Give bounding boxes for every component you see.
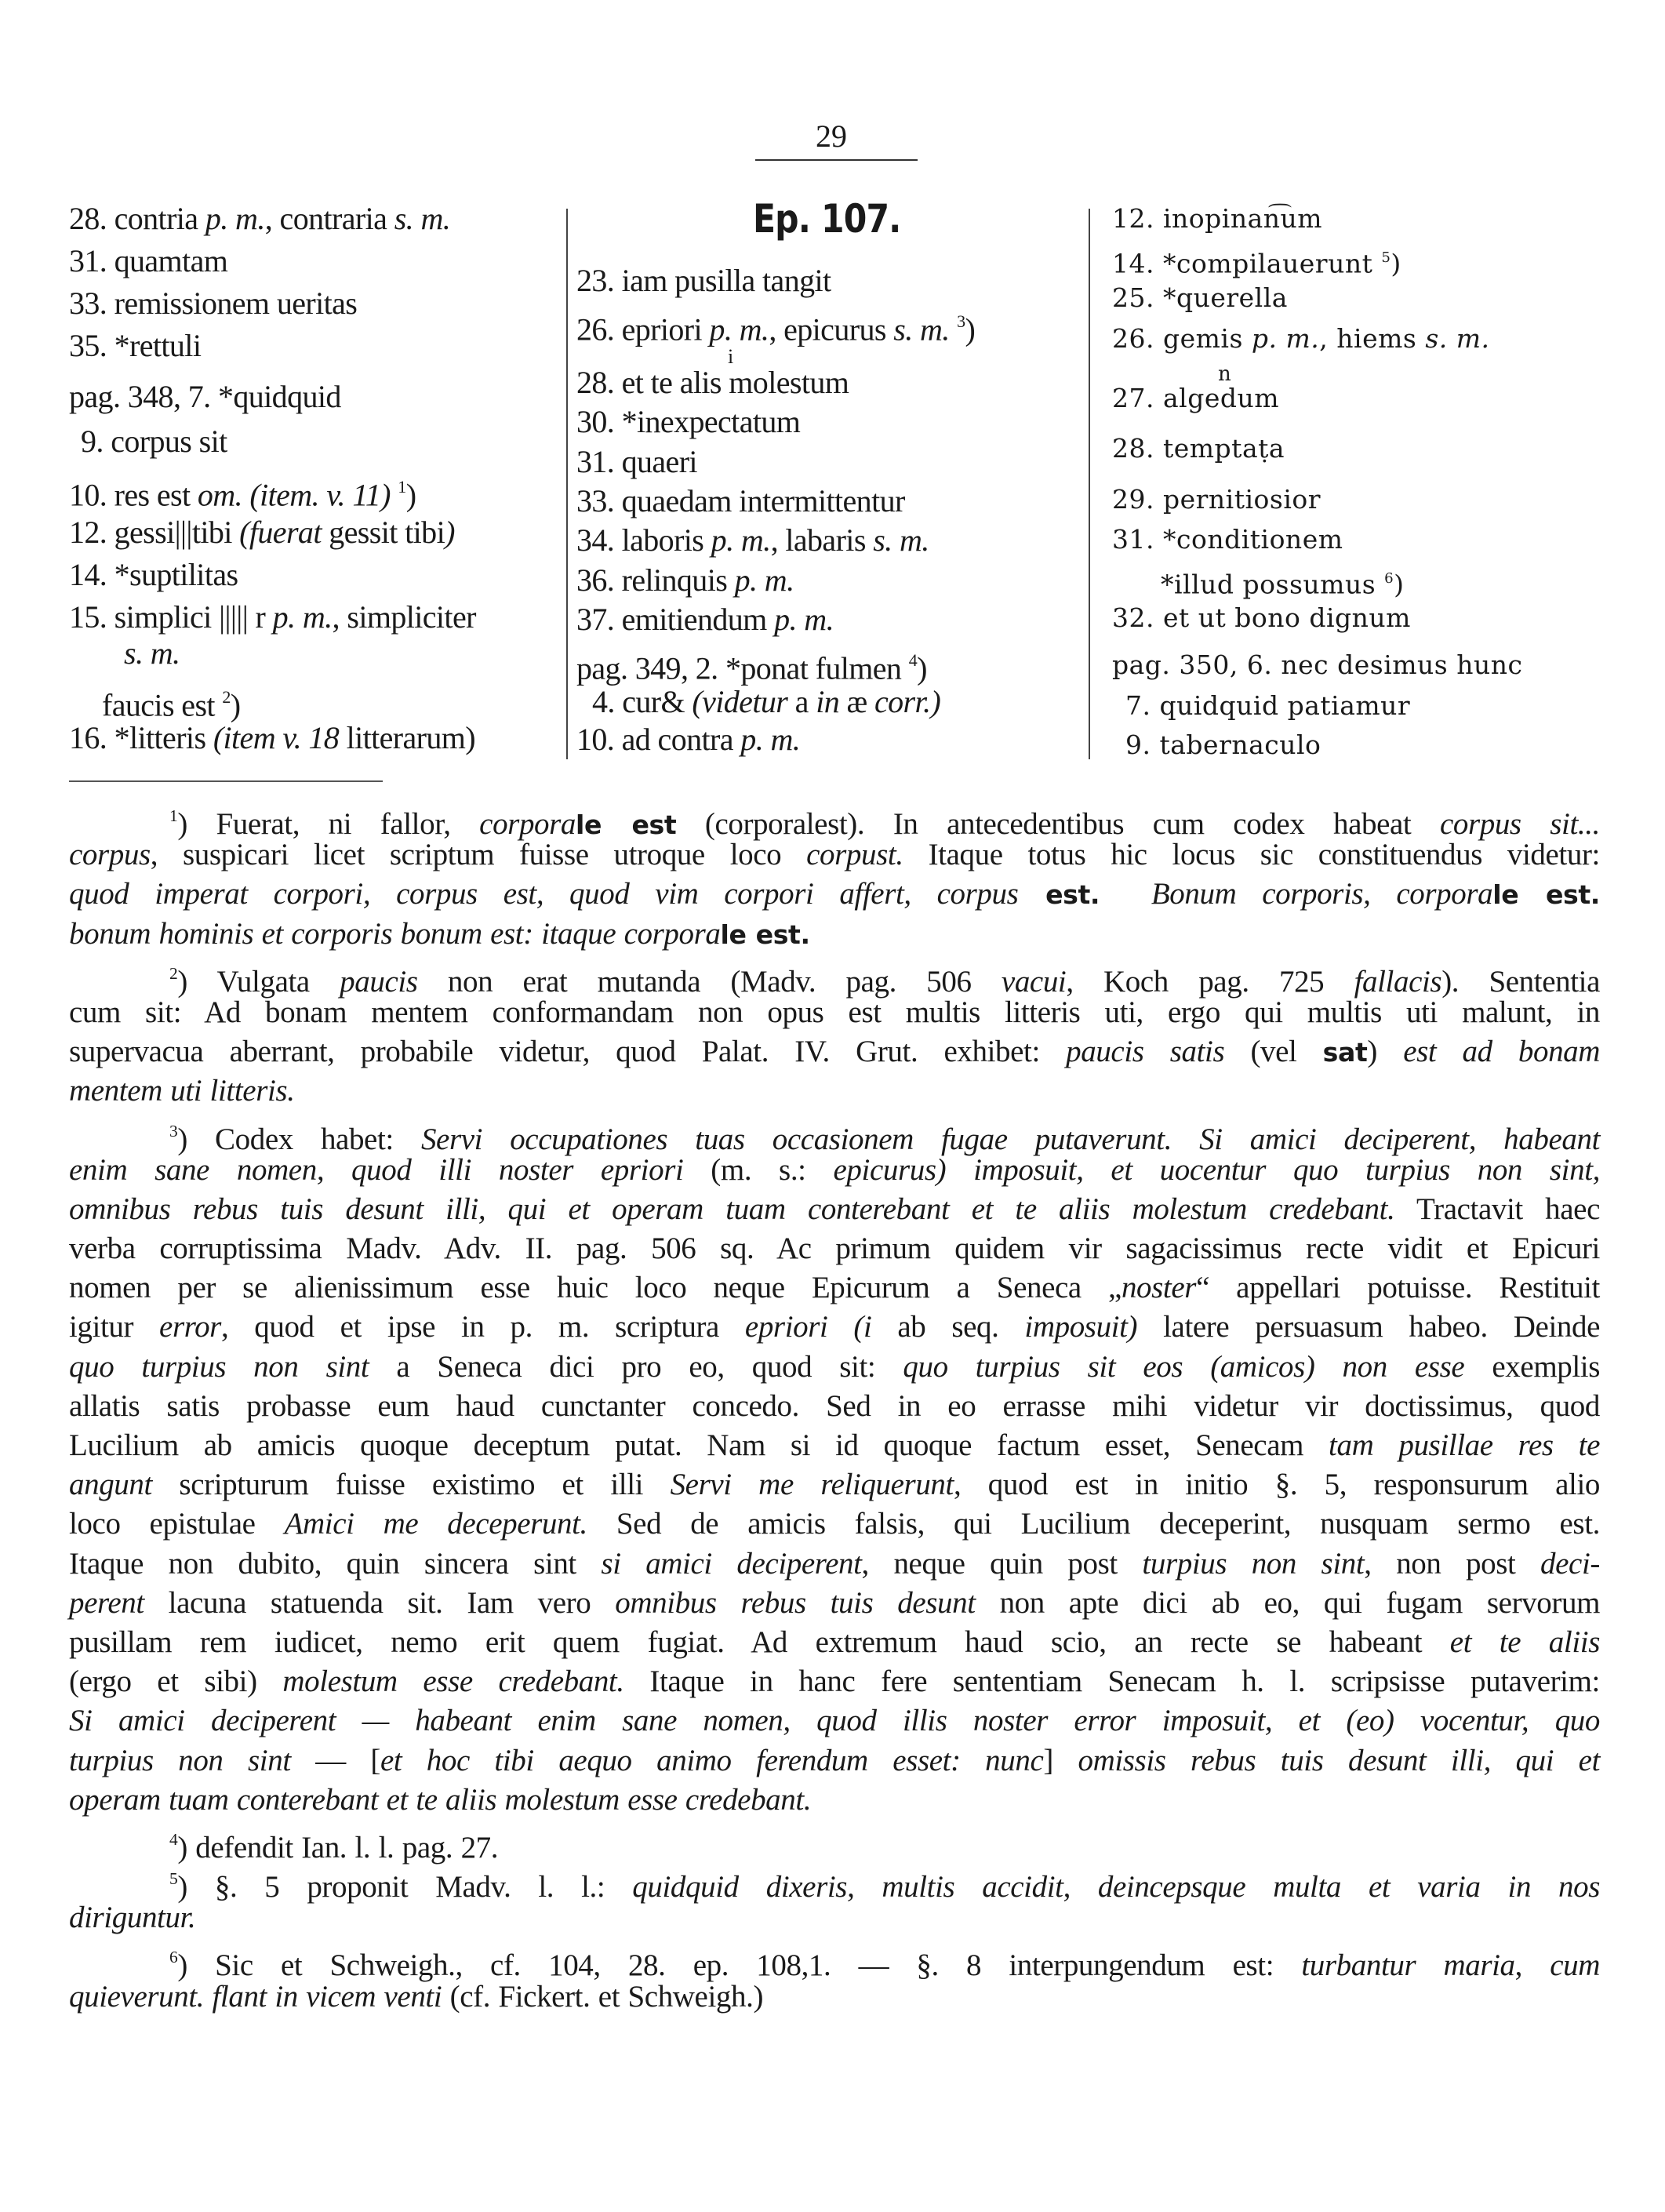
text-segment: p. m. [740,722,801,757]
text-segment: quidquid dixeris, multis accidit, deincepsque multa et varia in nos [632,1870,1601,1905]
text-segment: 31. quaeri [576,444,697,479]
text-segment [391,478,398,513]
text-segment: 12. inopinan͡um [1112,203,1323,234]
text-segment: 16. *litteris [69,720,213,755]
text-segment: le est. [720,919,810,950]
text-segment: 32. et ut bono dignum [1112,602,1411,633]
collation-entry [1161,563,1405,600]
text-segment: pag. 349, 2. *ponat fulmen [576,650,909,686]
text-segment: 26. epriori [576,311,710,347]
footnote-line [69,1348,1600,1387]
footnote-line [69,1662,1600,1701]
text-segment: “ appellari potuisse. Restituit [1196,1271,1600,1305]
text-segment: corpus [69,838,151,872]
text-segment [1100,877,1151,911]
text-segment: lacuna statuenda sit. Iam vero [144,1585,616,1620]
interlinear-correction [728,344,733,368]
text-segment: , labaris [770,522,874,558]
text-segment: diriguntur. [69,1901,196,1935]
text-segment: ) [230,687,241,723]
footnote-line [69,1701,1600,1741]
text-segment: ab seq. [871,1310,1025,1344]
text-segment: omnibus rebus tuis desunt illi, qui et operam tuam conterebant et te aliis molestum credebant. [69,1191,1395,1226]
collation-entry [1112,383,1279,414]
text-segment: 10. res est [69,477,198,513]
footnote-line [69,875,1600,914]
text-segment: 6 [169,1948,178,1967]
text-segment: — [ [290,1743,380,1777]
footnote-line [69,1111,1601,1156]
text-segment: 7. quidquid patiamur [1125,690,1411,721]
footnote-line [69,1071,1600,1111]
text-segment: s. m. [394,201,451,236]
text-segment: p. m. [709,311,769,347]
text-segment: s. m. [873,522,929,558]
text-segment: ) [405,477,416,513]
collation-entry [1112,282,1288,314]
text-segment: pag. 348, 7. *quidquid [69,379,341,414]
text-segment: 4 [169,1829,178,1849]
text-segment: 25. *querella [1112,282,1288,313]
text-segment: molestum esse credebant. [282,1664,624,1699]
text-segment: turpius non sint [1142,1546,1365,1581]
text-segment: pag. 350, 6. nec desimus hunc [1112,649,1523,680]
text-segment: 1 [169,806,178,825]
footnote-line [69,1504,1600,1544]
text-segment: 2 [169,963,178,983]
text-segment: si amici deciperent [601,1546,862,1581]
text-segment: , hiems [1319,323,1426,354]
text-segment: ) [1394,569,1405,600]
collation-entry [69,515,455,550]
text-segment: imposuit) [1024,1310,1138,1344]
text-segment: allatis satis probasse eum haud cunctanter concedo. Sed in eo errasse mihi videtur vir doctissimus, quod [69,1388,1600,1423]
text-segment: (corporalest). In antecedentibus cum codex habeat [676,807,1440,842]
text-segment: corpus sit... [1439,807,1600,842]
collation-entry [1125,729,1321,761]
text-segment: 33. remissionem ueritas [69,286,358,321]
collation-entry [1112,323,1490,355]
text-segment: faucis est [102,687,223,723]
text-segment: deci- [1540,1546,1600,1581]
text-segment: , non post [1364,1546,1541,1581]
text-segment: a [787,684,816,719]
text-segment: corr.) [874,684,941,719]
text-segment: fallacis [1354,964,1442,999]
text-segment: 3 [957,311,965,331]
text-segment: (fuerat [239,515,322,550]
text-segment: (cf. Fickert. et Schweigh.) [442,1979,764,2014]
text-segment: , contraria [264,201,394,236]
text-segment: quieverunt. flant in vicem venti [69,1979,442,2014]
text-segment: a Seneca dici pro eo, quod sit: [369,1349,903,1384]
text-segment: ) §. 5 proponit Madv. l. l.: [177,1870,633,1905]
text-segment: p. m. [1251,323,1320,354]
text-segment: 36. relinquis [576,562,735,598]
text-segment: igitur [69,1310,160,1344]
text-segment: , [1514,1948,1550,1983]
text-segment: om. (item. v. 11) [197,477,391,513]
footnote-5 [69,1859,1600,1937]
collation-entry [1112,433,1285,464]
column-divider-left [566,209,568,759]
text-segment: loco epistulae [69,1507,285,1541]
page-number: 29 [816,118,847,154]
text-segment: paucis [340,964,418,999]
collation-entry [1112,484,1321,515]
text-segment: 4. cur& [592,684,693,719]
footnote-4 [69,1820,1600,1865]
collation-entry [1112,524,1343,555]
footnote-line [69,796,1600,842]
text-segment: 10. ad contra [576,722,741,757]
text-segment: epriori (i [744,1310,872,1344]
text-segment: 29. pernitiosior [1112,484,1321,515]
collation-entry [1112,242,1401,279]
text-segment: Itaque non dubito, quin sincera sint [69,1546,602,1581]
text-segment: quo turpius non sint [69,1349,369,1384]
text-segment: 34. laboris [576,522,711,558]
collation-entry [69,202,450,236]
text-segment: et te aliis [1449,1624,1600,1659]
text-segment: ) [1367,1035,1404,1069]
text-segment: 26. gemis [1112,323,1252,354]
text-segment: in [816,684,840,719]
text-segment: , simpliciter [332,599,476,635]
text-segment: scripturum fuisse existimo et illi [151,1468,671,1502]
collation-entry [102,680,241,723]
text-segment: 14. *compilauerunt [1112,248,1382,279]
collation-entry [1125,690,1410,722]
collation-entry [69,721,475,755]
text-segment: p. m. [774,602,834,637]
text-segment: 35. *rettuli [69,328,202,363]
text-segment: le est [576,809,677,841]
text-segment: ) defendit Ian. l. l. pag. 27. [177,1830,499,1865]
text-segment: 31. quamtam [69,243,228,278]
text-segment: est. [1018,879,1100,911]
text-segment: enim sane nomen, quod illi noster epriori [69,1152,684,1187]
collation-entry [576,304,976,347]
collation-entry [576,366,849,400]
footnote-line [69,1465,1600,1504]
footnote-line [69,1820,1600,1865]
footnote-line [69,915,1600,954]
text-segment: 1 [398,477,406,497]
text-segment: ] [1043,1743,1078,1777]
collation-entry [1112,203,1322,235]
page-number-rule [755,159,918,161]
text-segment: angunt [69,1468,152,1502]
text-segment: ). Sententia [1441,964,1600,999]
text-segment: omissis rebus tuis desunt illi, qui et [1078,1743,1600,1777]
text-segment: et hoc tibi aequo animo ferendum esset: nunc [380,1743,1044,1777]
footnote-line [69,1151,1600,1190]
text-segment: est ad bonam [1403,1035,1601,1069]
text-segment: p. m. [272,599,333,635]
footnote-line [69,1032,1600,1071]
text-segment: omnibus rebus tuis desunt [615,1585,976,1620]
collation-entry [576,722,800,757]
collation-entry [81,424,227,459]
footnote-line [69,993,1600,1032]
text-segment: nomen per se alienissimum esse huic loco neque Epicurum a Seneca „ [69,1271,1122,1305]
text-segment: Itaque in hanc fere sententiam Senecam h. l. scripsisse putaverim: [623,1664,1600,1699]
collation-entry [576,405,800,439]
text-segment: vacui [1001,964,1067,999]
text-segment: cum [1550,1948,1600,1983]
collation-entry [69,558,238,592]
text-segment: p. m. [711,522,771,558]
text-segment: Bonum corporis, corpora [1151,877,1493,911]
collation-entry [592,685,940,719]
text-segment: Itaque totus hic locus sic constituendus videtur: [903,838,1600,872]
text-segment: (ergo et sibi) [69,1664,283,1699]
text-segment: 28. et te alis molestum [576,365,849,400]
footnote-line [69,1781,1600,1820]
text-segment: Si amici deciperent — habeant enim sane nomen, quod illis noster error imposuit, et (eo) vocentur, quo [69,1704,1600,1738]
text-segment: *illud possumus [1161,569,1385,600]
column-divider-right [1089,209,1090,759]
text-segment: corpora [479,807,576,842]
text-segment [950,312,957,347]
text-segment: gessit tibi [321,515,445,550]
footnote-line [69,1426,1600,1465]
collation-entry [69,470,416,513]
text-segment: noster [1121,1271,1197,1305]
text-segment: 12. gessi|||tibi [69,515,240,550]
text-segment: bonum hominis et corporis bonum est: itaque corpora [69,916,721,951]
text-segment: litterarum) [339,720,476,755]
text-segment: (m. s.: [683,1152,834,1187]
text-segment: 9. corpus sit [81,424,227,459]
text-segment: 37. emitiendum [576,602,775,637]
text-segment: non erat mutanda (Madv. pag. 506 [417,964,1002,999]
text-segment: æ [839,684,874,719]
footnote-line [69,1977,1600,2017]
text-segment: Servi occupationes tuas occasionem fugae putaverunt. Si amici deciperent, habeant [420,1122,1601,1156]
text-segment: , suspicari licet scriptum fuisse utroque loco [150,838,807,872]
footnote-1 [69,796,1600,954]
text-segment: , neque quin post [861,1546,1143,1581]
text-segment: quod imperat corpori, corpus est, quod vim corpori affert, corpus [69,877,1019,911]
footnotes [69,796,1600,2017]
footnote-line [69,1741,1600,1781]
text-segment: ) [965,311,976,347]
text-segment: , epicurus [769,311,894,347]
text-segment: cum sit: Ad bonam mentem conformandam non opus est multis litteris uti, ergo qui multis uti malunt, in [69,995,1600,1029]
text-segment: ) Codex habet: [177,1122,421,1156]
text-segment: 14. *suptilitas [69,557,238,592]
text-segment: Amici me deceperunt. [284,1507,587,1541]
text-segment: (videtur [692,684,788,719]
footnote-rule [69,780,383,782]
text-segment: , Koch pag. 725 [1066,964,1354,999]
text-segment: epicurus) imposuit, et uocentur quo turpius non sint, [833,1152,1600,1187]
collation-entry [69,286,357,321]
text-segment: ) Fuerat, ni fallor, [177,807,480,842]
text-segment: exemplis [1464,1349,1600,1384]
text-segment: 15. simplici ||||| r [69,599,273,635]
text-segment: 3 [169,1121,178,1141]
text-segment: i [728,345,733,368]
footnote-line [69,1544,1600,1584]
text-segment: 5 [169,1869,178,1889]
text-segment: p. m. [734,562,794,598]
collation-entry [576,445,697,479]
footnote-line [69,1190,1600,1229]
text-segment: Sed de amicis falsis, qui Lucilium deceperint, nusquam sermo est. [587,1507,1600,1541]
text-segment: paucis satis [1066,1035,1225,1069]
collation-entry [1112,649,1522,681]
text-segment: Tractavit haec [1394,1191,1600,1226]
collation-entry [69,329,201,363]
text-segment: ) Vulgata [177,964,340,999]
text-segment: verba corruptissima Madv. Adv. II. pag. 506 sq. Ac primum quidem vir sagacissimus recte vidit et Epicuri [69,1232,1600,1266]
text-segment: 23. iam pusilla tangit [576,263,831,298]
epistle-heading: Ep. 107. [753,196,901,242]
text-segment: corpust. [806,838,903,872]
footnote-6 [69,1937,1600,2016]
footnote-line [69,1229,1600,1268]
footnote-line [69,1623,1600,1662]
text-segment: Servi me reliquerunt [670,1468,954,1502]
text-segment: 31. *conditionem [1112,524,1343,555]
collation-entry [576,264,831,298]
text-segment: 5 [1381,249,1391,266]
interlinear-correction [1218,362,1232,386]
footnote-line [69,1859,1601,1905]
footnote-line [69,1387,1600,1426]
footnote-line [69,835,1600,875]
footnote-line [69,1268,1600,1308]
footnote-2 [69,954,1600,1111]
text-segment: , quod est in initio §. 5, responsurum alio [953,1468,1600,1502]
text-segment: perent [69,1585,144,1620]
text-segment: s. m. [1425,323,1490,354]
text-segment: 28. contria [69,201,205,236]
text-segment: pusillam rem iudicet, nemo erit quem fugiat. Ad extremum haud scio, an recte se habeant [69,1624,1450,1659]
collation-entry [124,636,180,671]
text-segment: tam pusillae res te [1329,1428,1600,1462]
text-segment: 9. tabernaculo [1125,729,1321,760]
footnote-line [69,1584,1600,1623]
footnote-line [69,1937,1600,1983]
text-segment: latere persuasum habeo. Deinde [1137,1310,1600,1344]
text-segment: ) [1391,248,1401,279]
text-segment: n [1218,362,1232,386]
text-segment: (item v. 18 [213,720,340,755]
text-segment: 4 [908,650,918,670]
collation-entry [576,643,927,686]
text-segment: 2 [222,687,231,707]
text-segment: non apte dici ab eo, qui fugam servorum [975,1585,1601,1620]
text-segment: ) Sic et Schweigh., cf. 104, 28. ep. 108,1. — §. 8 interpungendum est: [177,1948,1302,1983]
text-segment: mentem uti litteris. [69,1074,295,1108]
text-segment: s. m. [124,635,180,671]
collation-entry [69,600,476,635]
text-segment: , quod et ipse in p. m. scriptura [220,1310,745,1344]
footnote-line [69,1308,1600,1347]
text-segment: operam tuam conterebant et te aliis molestum esse credebant. [69,1782,812,1817]
collation-entry [1112,602,1411,634]
text-segment: supervacua aberrant, probabile videtur, quod Palat. IV. Grut. exhibet: [69,1035,1067,1069]
footnote-line [69,1898,1600,1937]
collation-entry [69,244,227,278]
collation-entry [576,563,794,598]
text-segment: le est. [1492,879,1600,911]
text-segment: turbantur maria [1301,1948,1515,1983]
text-segment: 28. temptaṭa [1112,433,1285,464]
text-segment: (vel [1224,1035,1323,1069]
collation-entry [576,484,905,518]
text-segment: error [159,1310,221,1344]
collation-entry [69,380,341,414]
text-segment: sat [1322,1037,1368,1068]
text-segment: s. m. [893,311,950,347]
collation-entry [576,523,929,558]
footnote-line [69,954,1600,999]
text-segment: ) [445,515,455,550]
text-segment: 6 [1384,570,1394,587]
text-segment: Lucilium ab amicis quoque deceptum putat. Nam si id quoque factum esset, Senecam [69,1428,1329,1462]
text-segment: quo turpius sit eos (amicos) non esse [903,1349,1465,1384]
text-segment: 33. quaedam intermittentur [576,483,905,518]
collation-entry [576,602,834,637]
text-segment: turpius non sint [69,1743,291,1777]
text-segment: 30. *inexpectatum [576,404,801,439]
footnote-3 [69,1111,1600,1820]
text-segment: p. m. [205,201,265,236]
text-segment: 27. algedum [1112,383,1280,413]
text-segment: ) [917,650,927,686]
